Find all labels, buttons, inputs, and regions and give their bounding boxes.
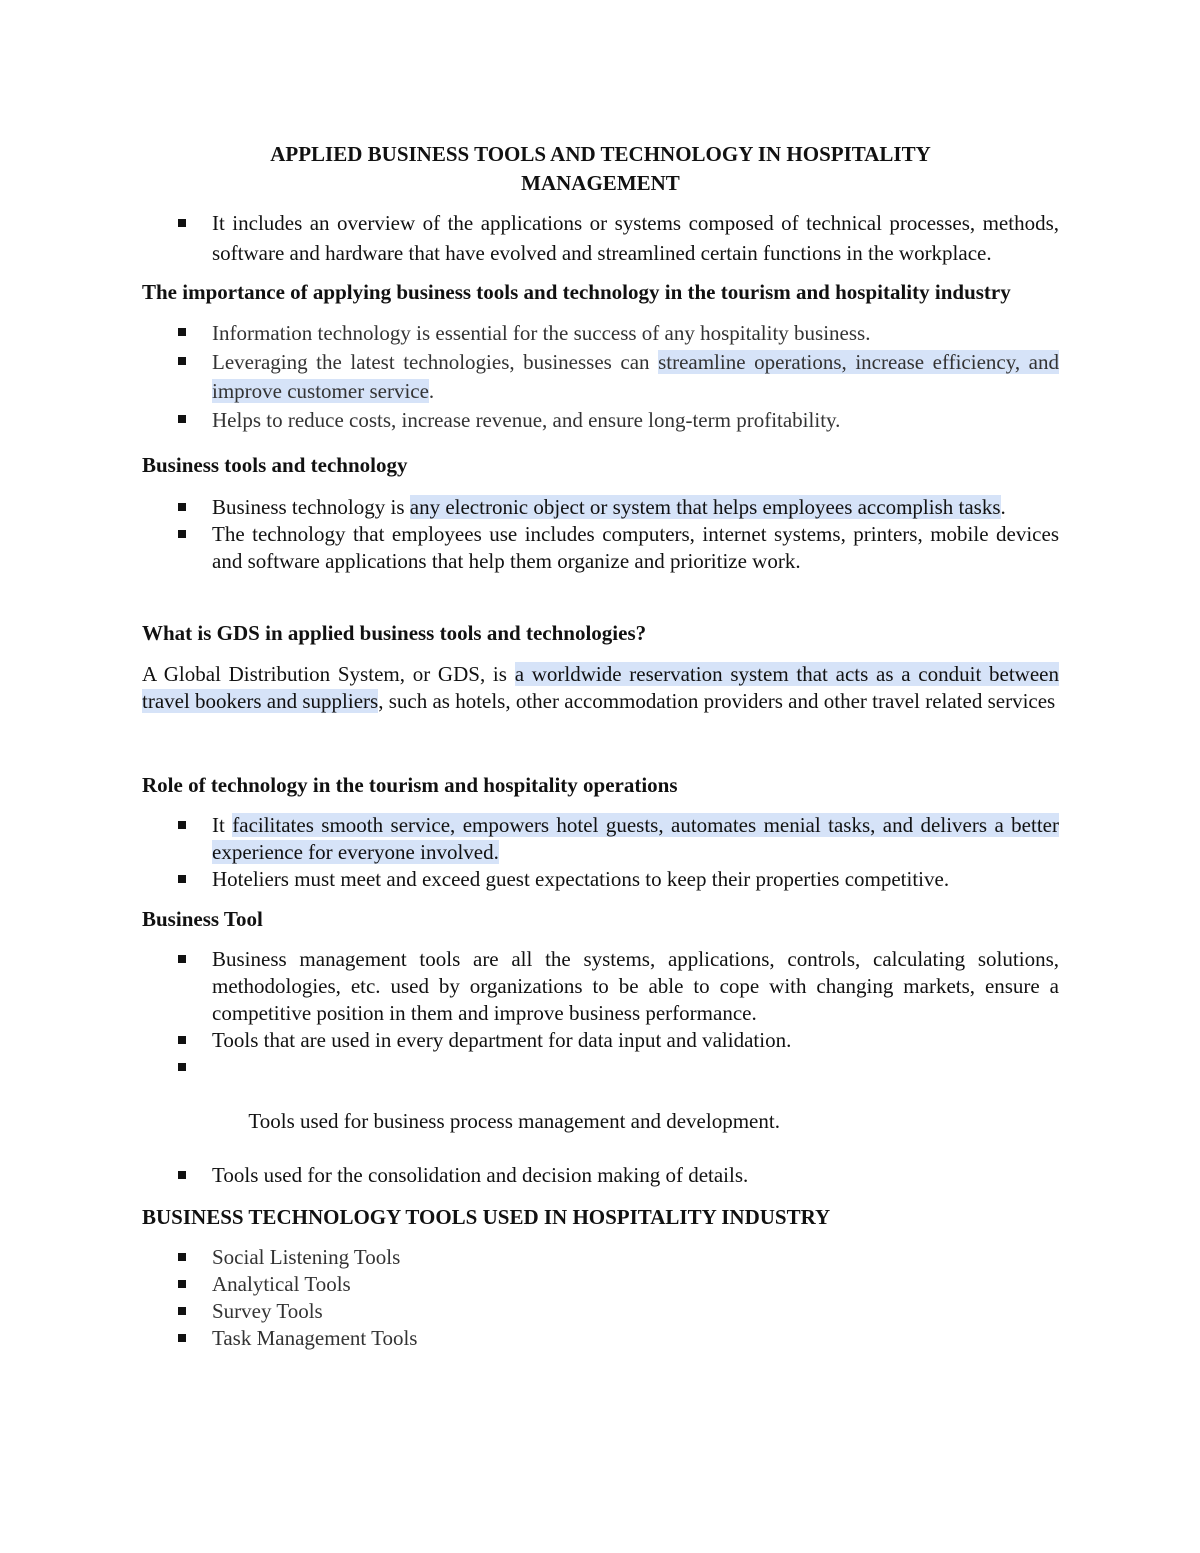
hospitality-tool-4-text: Task Management Tools (212, 1326, 418, 1350)
section-heading-role: Role of technology in the tourism and hospitality operations (142, 773, 678, 797)
square-bullet-icon (178, 1307, 186, 1315)
importance-bullet-2-post: . (428, 379, 435, 403)
list-item (142, 1244, 1059, 1271)
list-item (142, 1325, 1059, 1352)
square-bullet-icon (178, 821, 186, 829)
hospitality-tools-bullet-list (142, 1244, 1059, 1352)
square-bullet-icon (178, 1280, 186, 1288)
section-heading-tools-tech: Business tools and technology (142, 453, 408, 477)
list-item (142, 319, 1059, 348)
list-item (142, 348, 1059, 406)
hospitality-tool-1-text: Social Listening Tools (212, 1245, 401, 1269)
business-tool-bullet-list (142, 946, 1059, 1189)
highlighted-text: any electronic object or system that helps employees accomplish tasks (409, 495, 1001, 519)
gds-paragraph-pre: A Global Distribution System, or GDS, is (142, 662, 515, 686)
document-page (142, 140, 1059, 1352)
business-tool-bullet-2-text: Tools that are used in every department for data input and validation. (212, 1028, 792, 1052)
list-item (142, 1162, 1059, 1189)
importance-bullet-3-text: Helps to reduce costs, increase revenue, and ensure long-term profitability. (212, 408, 841, 432)
intro-bullet-list (142, 208, 1059, 268)
square-bullet-icon (178, 219, 186, 227)
highlighted-text: a worldwide reservation system that acts as a conduit between travel bookers and suppliers (142, 662, 1059, 713)
hospitality-tool-3-text: Survey Tools (212, 1299, 323, 1323)
importance-bullet-2-pre: Leveraging the latest technologies, businesses can (212, 350, 659, 374)
role-bullet-2-text: Hoteliers must meet and exceed guest expectations to keep their properties competitive. (212, 867, 950, 891)
square-bullet-icon (178, 875, 186, 883)
list-item (142, 1298, 1059, 1325)
section-heading-hospitality-tools: BUSINESS TECHNOLOGY TOOLS USED IN HOSPITALITY INDUSTRY (142, 1205, 831, 1229)
section-heading-importance: The importance of applying business tools and technology in the tourism and hospitality industry (142, 280, 1011, 304)
square-bullet-icon (178, 1171, 186, 1179)
importance-bullet-1-text: Information technology is essential for the success of any hospitality business. (212, 321, 871, 345)
business-tool-bullet-1-text: Business management tools are all the systems, applications, controls, calculating solutions, methodologies, etc. used by organizations to be able to cope with changing markets, ensure a competitive position in them and improve business performance. (212, 947, 1059, 1025)
list-item (142, 521, 1059, 575)
role-bullet-list (142, 812, 1059, 893)
list-item (142, 406, 1059, 435)
tools-tech-bullet-1-pre: Business technology is (212, 495, 410, 519)
tools-tech-bullet-2-text: The technology that employees use includes computers, internet systems, printers, mobile devices and software applications that help them organize and prioritize work. (212, 522, 1059, 573)
intro-bullet-text: It includes an overview of the applications or systems composed of technical processes, methods, software and hardware that have evolved and streamlined certain functions in the workplace. (212, 211, 1059, 265)
square-bullet-icon (178, 1334, 186, 1342)
square-bullet-icon (178, 1036, 186, 1044)
square-bullet-icon (178, 415, 186, 423)
list-item (142, 812, 1059, 866)
tools-tech-bullet-list (142, 494, 1059, 575)
gds-paragraph-post: , such as hotels, other accommodation providers and other travel related services (378, 689, 1056, 713)
square-bullet-icon (178, 1253, 186, 1261)
square-bullet-icon (178, 1063, 186, 1071)
square-bullet-icon (178, 357, 186, 365)
document-title (142, 140, 1059, 198)
square-bullet-icon (178, 503, 186, 511)
business-tool-bullet-3-text: Tools used for business process management and development. (243, 1109, 780, 1133)
section-heading-gds: What is GDS in applied business tools and technologies? (142, 621, 647, 645)
list-item (142, 1054, 1059, 1162)
square-bullet-icon (178, 955, 186, 963)
list-item (142, 866, 1059, 893)
list-item (142, 946, 1059, 1027)
title-line-1: APPLIED BUSINESS TOOLS AND TECHNOLOGY IN HOSPITALITY (270, 142, 931, 166)
square-bullet-icon (178, 530, 186, 538)
gds-paragraph (142, 661, 1059, 715)
square-bullet-icon (178, 328, 186, 336)
list-item (142, 208, 1059, 268)
hospitality-tool-2-text: Analytical Tools (212, 1272, 351, 1296)
business-tool-bullet-4-text: Tools used for the consolidation and decision making of details. (212, 1163, 749, 1187)
tools-tech-bullet-1-post: . (1000, 495, 1006, 519)
highlighted-text: facilitates smooth service, empowers hotel guests, automates menial tasks, and delivers a better experience for everyone involved. (212, 813, 1059, 864)
list-item (142, 1271, 1059, 1298)
list-item (142, 494, 1059, 521)
importance-bullet-list (142, 319, 1059, 435)
highlighted-text: streamline operations, increase efficiency, and improve customer service (212, 350, 1059, 403)
role-bullet-1-pre: It (212, 813, 233, 837)
list-item (142, 1027, 1059, 1054)
title-line-2: MANAGEMENT (521, 171, 680, 195)
section-heading-business-tool: Business Tool (142, 907, 263, 931)
